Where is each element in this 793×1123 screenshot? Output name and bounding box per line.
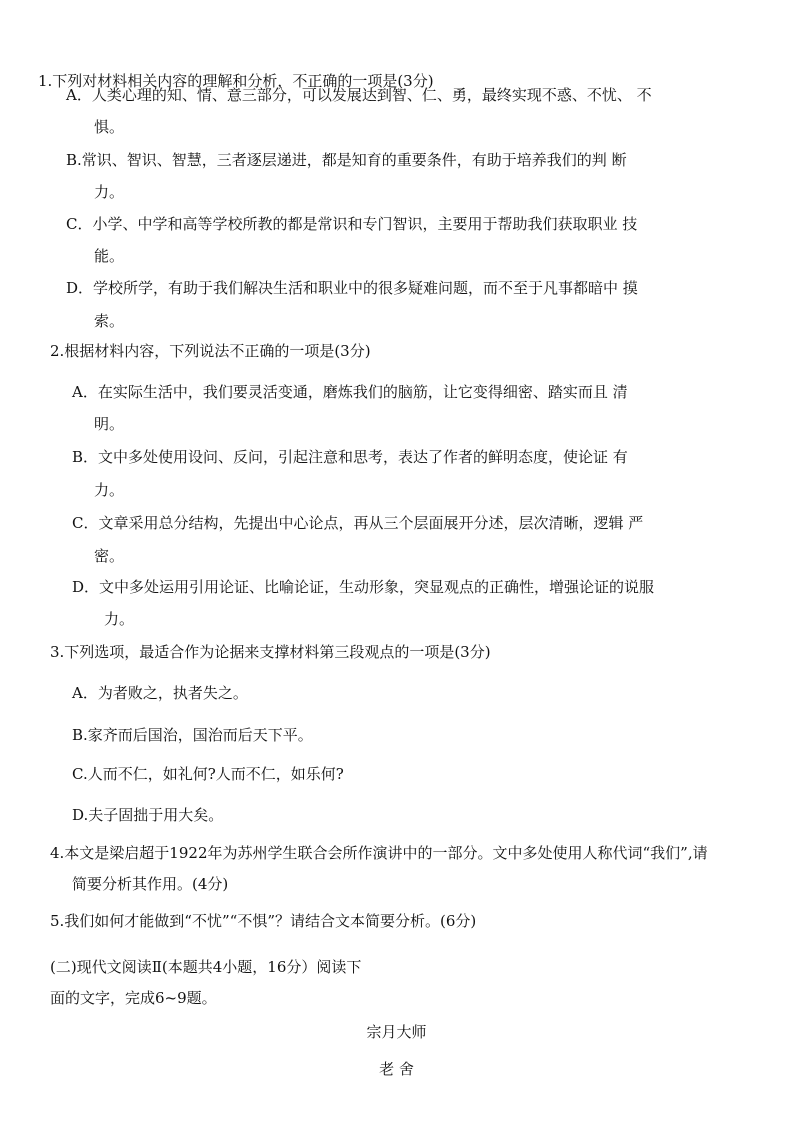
question-1-option-b-cont: 力。 bbox=[94, 183, 125, 201]
question-1-option-a-cont: 惧。 bbox=[94, 118, 125, 136]
question-2-option-d-cont: 力。 bbox=[104, 610, 135, 628]
question-1-stem: 1.下列对材料相关内容的理解和分析，不正确的一项是(3分) bbox=[38, 72, 434, 90]
question-5-stem: 5.我们如何才能做到“不忧”“不惧”？请结合文本简要分析。(6分) bbox=[50, 912, 477, 930]
question-2-option-a: A．在实际生活中，我们要灵活变通，磨炼我们的脑筋，让它变得细密、踏实而且 清 bbox=[72, 383, 628, 401]
article-title: 宗月大师 bbox=[366, 1023, 427, 1041]
question-2-option-c-cont: 密。 bbox=[94, 547, 125, 565]
question-2-option-c: C．文章采用总分结构，先提出中心论点，再从三个层面展开分述，层次清晰，逻辑 严 bbox=[72, 514, 644, 532]
question-3-option-b: B.家齐而后国治，国治而后天下平。 bbox=[72, 726, 313, 744]
question-1-option-c: C．小学、中学和高等学校所教的都是常识和专门智识，主要用于帮助我们获取职业 技 bbox=[66, 215, 638, 233]
question-2-stem: 2.根据材料内容，下列说法不正确的一项是(3分) bbox=[50, 342, 371, 360]
section-heading: (二)现代文阅读Ⅱ(本题共4小题，16分）阅读下 bbox=[50, 958, 362, 976]
question-2-option-b-cont: 力。 bbox=[94, 481, 125, 499]
section-heading-cont: 面的文字，完成6~9题。 bbox=[50, 989, 217, 1007]
question-1-option-d: D．学校所学，有助于我们解决生活和职业中的很多疑难问题，而不至于凡事都暗中 摸 bbox=[66, 279, 638, 297]
question-1-option-d-cont: 索。 bbox=[94, 312, 125, 330]
question-3-option-a: A．为者败之，执者失之。 bbox=[72, 684, 248, 702]
question-1-option-b: B.常识、智识、智慧，三者逐层递进，都是知育的重要条件，有助于培养我们的判 断 bbox=[66, 151, 627, 169]
article-author: 老 舍 bbox=[379, 1060, 414, 1078]
question-3-option-d: D.夫子固拙于用大矣。 bbox=[72, 806, 224, 824]
question-3-stem: 3.下列选项，最适合作为论据来支撑材料第三段观点的一项是(3分) bbox=[50, 643, 491, 661]
question-2-option-b: B．文中多处使用设问、反问，引起注意和思考，表达了作者的鲜明态度，使论证 有 bbox=[72, 448, 628, 466]
question-2-option-d: D．文中多处运用引用论证、比喻论证，生动形象，突显观点的正确性，增强论证的说服 bbox=[72, 578, 655, 596]
question-4-stem: 4.本文是梁启超于1922年为苏州学生联合会所作演讲中的一部分。文中多处使用人称代词“我们”,请 bbox=[50, 844, 708, 862]
question-3-option-c: C.人而不仁，如礼何?人而不仁，如乐何? bbox=[72, 765, 344, 783]
question-2-option-a-cont: 明。 bbox=[94, 415, 125, 433]
question-1-option-a: A．人类心理的知、情、意三部分，可以发展达到智、仁、勇，最终实现不惑、不忧、 不 bbox=[66, 86, 652, 104]
question-4-stem-cont: 简要分析其作用。(4分) bbox=[72, 875, 229, 893]
question-1-option-c-cont: 能。 bbox=[94, 247, 125, 265]
